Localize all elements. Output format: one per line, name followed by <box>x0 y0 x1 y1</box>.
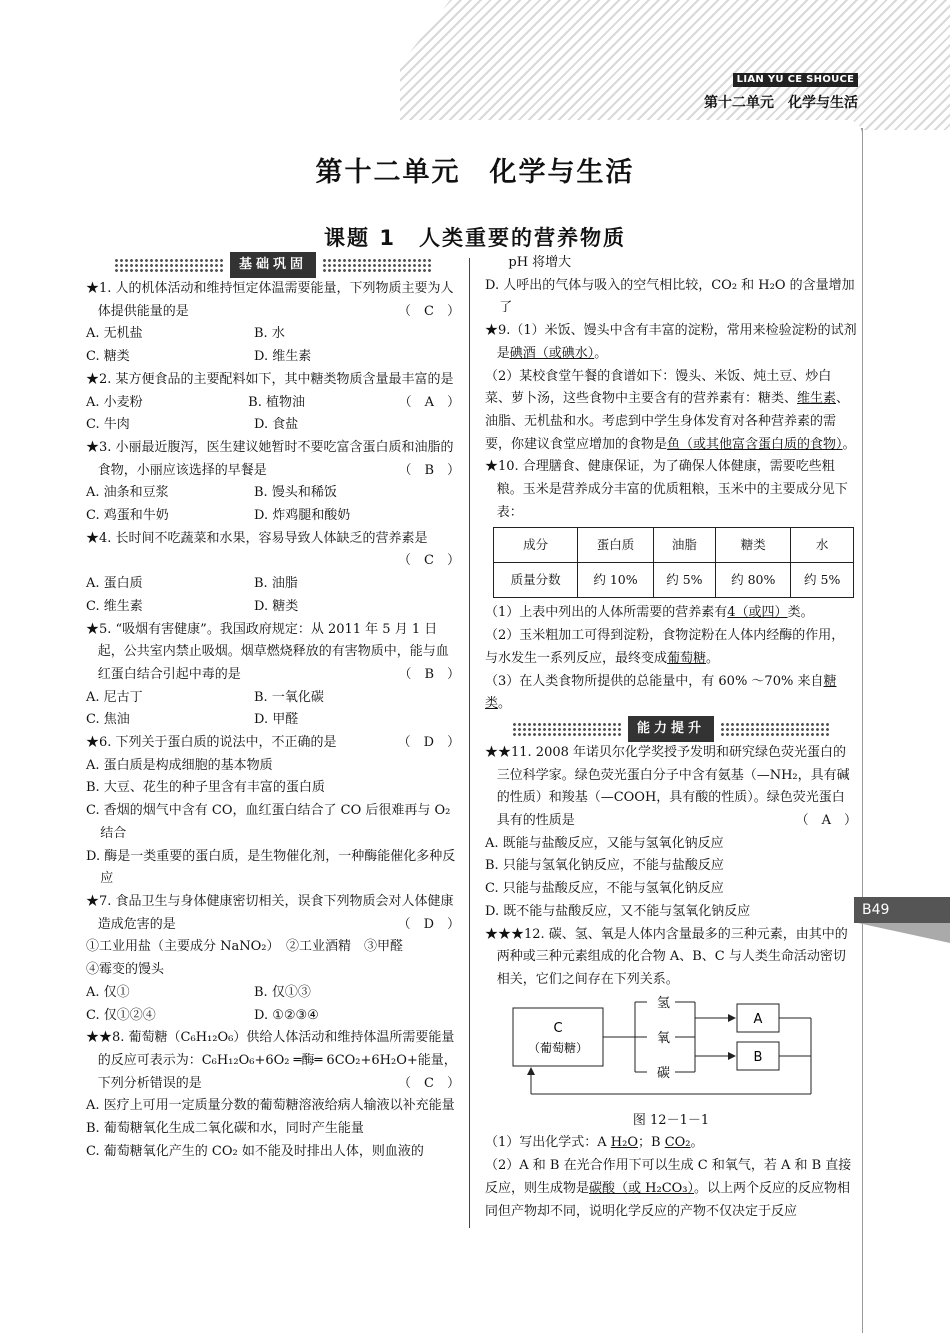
option: D. 维生素 <box>254 349 312 365</box>
element-hydrogen: 氢 <box>657 995 671 1011</box>
question-8-continued: pH 将增大 <box>508 255 572 270</box>
question-12 <box>485 924 857 1224</box>
option: B. 大豆、花生的种子里含有丰富的蛋白质 <box>86 780 325 796</box>
dots-decoration <box>322 258 432 272</box>
option: C. 仅①②④ <box>86 1007 156 1023</box>
question-text: ★9.（1）米饭、馒头中含有丰富的淀粉，常用来检验淀粉的试剂是 <box>485 323 857 361</box>
option: B. 只能与氢氧化钠反应，不能与盐酸反应 <box>485 858 724 874</box>
option: A. 尼古丁 <box>86 689 143 705</box>
dots-decoration <box>114 258 224 272</box>
question-stem: ★★11. 2008 年诺贝尔化学奖授予发明和研究绿色荧光蛋白的三位科学家。绿色荧光蛋白分子中含有氨基（—NH₂，具有碱的性质）和羧基（—COOH，具有酸的性质）。绿色荧光蛋白具有的性质是 <box>485 744 850 829</box>
question-2 <box>86 369 460 437</box>
option: D. 酶是一类重要的蛋白质，是生物催化剂，一种酶能催化多种反应 <box>86 848 456 887</box>
table-cell: 约 80% <box>716 563 791 598</box>
section-header-basic <box>86 252 460 278</box>
page-tab: B49 <box>854 897 950 923</box>
box-b-label: B <box>753 1049 763 1065</box>
element-oxygen: 氧 <box>657 1030 671 1046</box>
question-stem: ★4. 长时间不吃蔬菜和水果，容易导致人体缺乏的营养素是 <box>86 530 428 546</box>
option: A. 既能与盐酸反应，又能与氢氧化钠反应 <box>485 835 724 851</box>
table-cell: 成分 <box>494 528 578 563</box>
answer: （ A ） <box>795 813 857 829</box>
table-cell: 油脂 <box>653 528 716 563</box>
table-cell: 糖类 <box>716 528 791 563</box>
option: A. 油条和豆浆 <box>86 485 169 501</box>
table-cell: 水 <box>791 528 854 563</box>
section-label: 能力提升 <box>628 716 714 743</box>
question-stem: ★5. “吸烟有害健康”。我国政府规定：从 2011 年 5 月 1 日起，公共室内禁止吸烟。烟草燃烧释放的有害物质中，能与血红蛋白结合引起中毒的是 <box>86 621 449 682</box>
answer: （ C ） <box>398 303 460 319</box>
table-cell: 质量分数 <box>494 563 578 598</box>
answer: （ C ） <box>398 1075 460 1091</box>
page-tab-tail <box>858 923 950 943</box>
nutrient-table <box>493 527 854 598</box>
option: D. ①②③④ <box>254 1007 319 1023</box>
answer-fill: 糖类 <box>485 673 837 712</box>
option: A. 蛋白质 <box>86 576 143 592</box>
question-text: 。 <box>690 1135 704 1151</box>
option: D. 炸鸡腿和酸奶 <box>254 508 351 524</box>
question-text: （2）玉米粗加工可得到淀粉，食物淀粉在人体内经酶的作用，与水发生一系列反应，最终变成 <box>485 628 845 666</box>
answer: （ D ） <box>397 735 460 751</box>
table-cell: 蛋白质 <box>578 528 653 563</box>
element-carbon: 碳 <box>657 1065 671 1081</box>
question-text: 类。 <box>787 605 814 621</box>
table-header-row <box>494 528 854 563</box>
question-text: 。 <box>498 696 512 712</box>
column-divider <box>469 258 470 1228</box>
box-c-sublabel: （葡萄糖） <box>527 1040 589 1055</box>
table-row <box>494 563 854 598</box>
option: B. 葡萄糖氧化生成二氧化碳和水，同时产生能量 <box>86 1121 364 1137</box>
question-stem: ★2. 某方便食品的主要配料如下，其中糖类物质含量最丰富的是 <box>86 371 454 387</box>
question-stem: ★★★12. 碳、氢、氧是人体内含量最多的三种元素，由其中的两种或三种元素组成的化合物 A、B、C 与人类生命活动密切相关，它们之间存在下列关系。 <box>485 926 848 987</box>
question-5 <box>86 619 460 733</box>
question-8-option-d: D. 人呼出的气体与吸入的空气相比较，CO₂ 和 H₂O 的含量增加了 <box>485 277 855 316</box>
box-c <box>513 1008 603 1066</box>
option: B. 馒头和稀饭 <box>254 485 337 501</box>
question-text: （1）上表中列出的人体所需要的营养素有 <box>485 605 728 621</box>
question-10 <box>485 456 857 716</box>
relation-diagram-svg <box>495 994 847 1106</box>
header-hatch-band <box>400 0 950 130</box>
question-stem: ★1. 人的机体活动和维持恒定体温需要能量，下列物质主要为人体提供能量的是 <box>86 281 454 319</box>
relation-diagram <box>485 992 857 1110</box>
question-8 <box>86 1027 460 1163</box>
question-stem: ★6. 下列关于蛋白质的说法中，不正确的是 <box>86 735 337 751</box>
running-header-unit: 第十二单元 化学与生活 <box>704 95 858 111</box>
question-text: 、油脂、无机盐和水。考虑到中学生身体发育对各种营养素的需要，你建议食堂应增加的食物是 <box>485 391 850 452</box>
answer: （ C ） <box>398 553 460 569</box>
question-text: 。 <box>842 436 856 452</box>
option: B. 仅①③ <box>254 984 311 1000</box>
option: A. 蛋白质是构成细胞的基本物质 <box>86 757 273 773</box>
header-hatch-cut <box>350 0 450 130</box>
question-text: （3）在人类食物所提供的总能量中，有 60% ～70% 来自 <box>485 673 824 689</box>
question-text: （2）A 和 B 在光合作用下可以生成 C 和氧气，若 A 和 B 直接反应，则生成物是 <box>485 1158 852 1196</box>
option: D. 既不能与盐酸反应，又不能与氢氧化钠反应 <box>485 903 751 919</box>
table-cell: 约 10% <box>578 563 653 598</box>
option: B. 水 <box>254 326 285 342</box>
question-1 <box>86 278 460 369</box>
answer: （ B ） <box>398 462 460 478</box>
option: D. 甲醛 <box>254 712 299 728</box>
dots-decoration <box>720 722 830 736</box>
option: C. 糖类 <box>86 349 130 365</box>
option: C. 鸡蛋和牛奶 <box>86 508 169 524</box>
question-text: 。 <box>706 650 720 666</box>
answer-fill: 碘酒（或碘水） <box>509 345 595 361</box>
answer-fill: 鱼（或其他富含蛋白质的食物） <box>667 436 843 452</box>
question-7 <box>86 891 460 1027</box>
answer: （ A ） <box>398 394 460 410</box>
option: B. 油脂 <box>254 576 298 592</box>
section-header-advanced <box>485 716 857 742</box>
question-9 <box>485 320 857 456</box>
option: A. 无机盐 <box>86 326 143 342</box>
option: C. 牛肉 <box>86 417 130 433</box>
question-items: ④霉变的馒头 <box>86 962 165 978</box>
answer-fill: 4（或四） <box>727 605 788 621</box>
lesson-title: 课题 1 人类重要的营养物质 <box>324 226 626 250</box>
box-a-label: A <box>753 1011 763 1027</box>
question-11 <box>485 742 857 924</box>
option: A. 医疗上可用一定质量分数的葡萄糖溶液给病人输液以补充能量 <box>86 1098 455 1114</box>
answer-fill: 碳酸（或 H₂CO₃） <box>589 1180 695 1196</box>
option: D. 食盐 <box>254 417 299 433</box>
series-label: LIAN YU CE SHOUCE <box>733 73 858 87</box>
answer: （ B ） <box>398 666 460 682</box>
answer: （ D ） <box>397 916 460 932</box>
question-4 <box>86 528 460 619</box>
option: A. 仅① <box>86 984 130 1000</box>
option: C. 只能与盐酸反应，不能与氢氧化钠反应 <box>485 881 724 897</box>
table-cell: 约 5% <box>791 563 854 598</box>
answer-fill: CO₂ <box>664 1135 691 1151</box>
question-6 <box>86 732 460 891</box>
left-column <box>86 252 460 1163</box>
question-text: 。 <box>594 345 608 361</box>
answer-fill: 维生素 <box>797 391 837 407</box>
box-c-label: C <box>553 1020 563 1036</box>
dots-decoration <box>512 722 622 736</box>
question-stem: ★3. 小丽最近腹泻，医生建议她暂时不要吃富含蛋白质和油脂的食物，小丽应该选择的早餐是 <box>86 439 454 478</box>
option: B. 一氧化碳 <box>254 689 324 705</box>
option: C. 维生素 <box>86 598 143 614</box>
question-text: （2）某校食堂午餐的食谱如下：馒头、米饭、炖土豆、炒白菜、萝卜汤，这些食物中主要含有的营养素有：糖类、 <box>485 368 832 407</box>
question-text: ；B <box>638 1135 665 1151</box>
figure-caption: 图 12－1－1 <box>632 1112 710 1128</box>
option: C. 葡萄糖氧化产生的 CO₂ 如不能及时排出人体，则血液的 <box>86 1143 424 1159</box>
answer-fill: 葡萄糖 <box>667 650 707 666</box>
option: B. 植物油 <box>248 394 305 410</box>
option: A. 小麦粉 <box>86 394 143 410</box>
question-stem: ★10. 合理膳食、健康保证，为了确保人体健康，需要吃些粗粮。玉米是营养成分丰富的优质粗粮，玉米中的主要成分见下表： <box>485 459 848 520</box>
question-text: 。以上两个反应的反应物相同但产物却不同，说明化学反应的产物不仅决定于反应 <box>485 1180 851 1219</box>
section-label: 基础巩固 <box>230 252 316 279</box>
table-cell: 约 5% <box>653 563 716 598</box>
option: C. 焦油 <box>86 712 130 728</box>
question-stem: ★★8. 葡萄糖（C₆H₁₂O₆）供给人体活动和维持体温所需要能量的反应可表示为：C₆H₁₂O₆+6O₂ ═酶═ 6CO₂+6H₂O+能量，下列分析错误的是 <box>86 1030 457 1091</box>
answer-fill: H₂O <box>610 1135 639 1151</box>
unit-title: 第十二单元 化学与生活 <box>315 157 635 188</box>
question-items: ①工业用盐（主要成分 NaNO₂） ②工业酒精 ③甲醛 <box>86 939 404 955</box>
right-column <box>485 252 857 1223</box>
question-stem: ★7. 食品卫生与身体健康密切相关，误食下列物质会对人体健康造成危害的是 <box>86 893 454 932</box>
question-3 <box>86 437 460 528</box>
option: C. 香烟的烟气中含有 CO，血红蛋白结合了 CO 后很难再与 O₂ 结合 <box>86 803 451 841</box>
option: D. 糖类 <box>254 598 299 614</box>
question-text: （1）写出化学式：A <box>485 1135 611 1151</box>
